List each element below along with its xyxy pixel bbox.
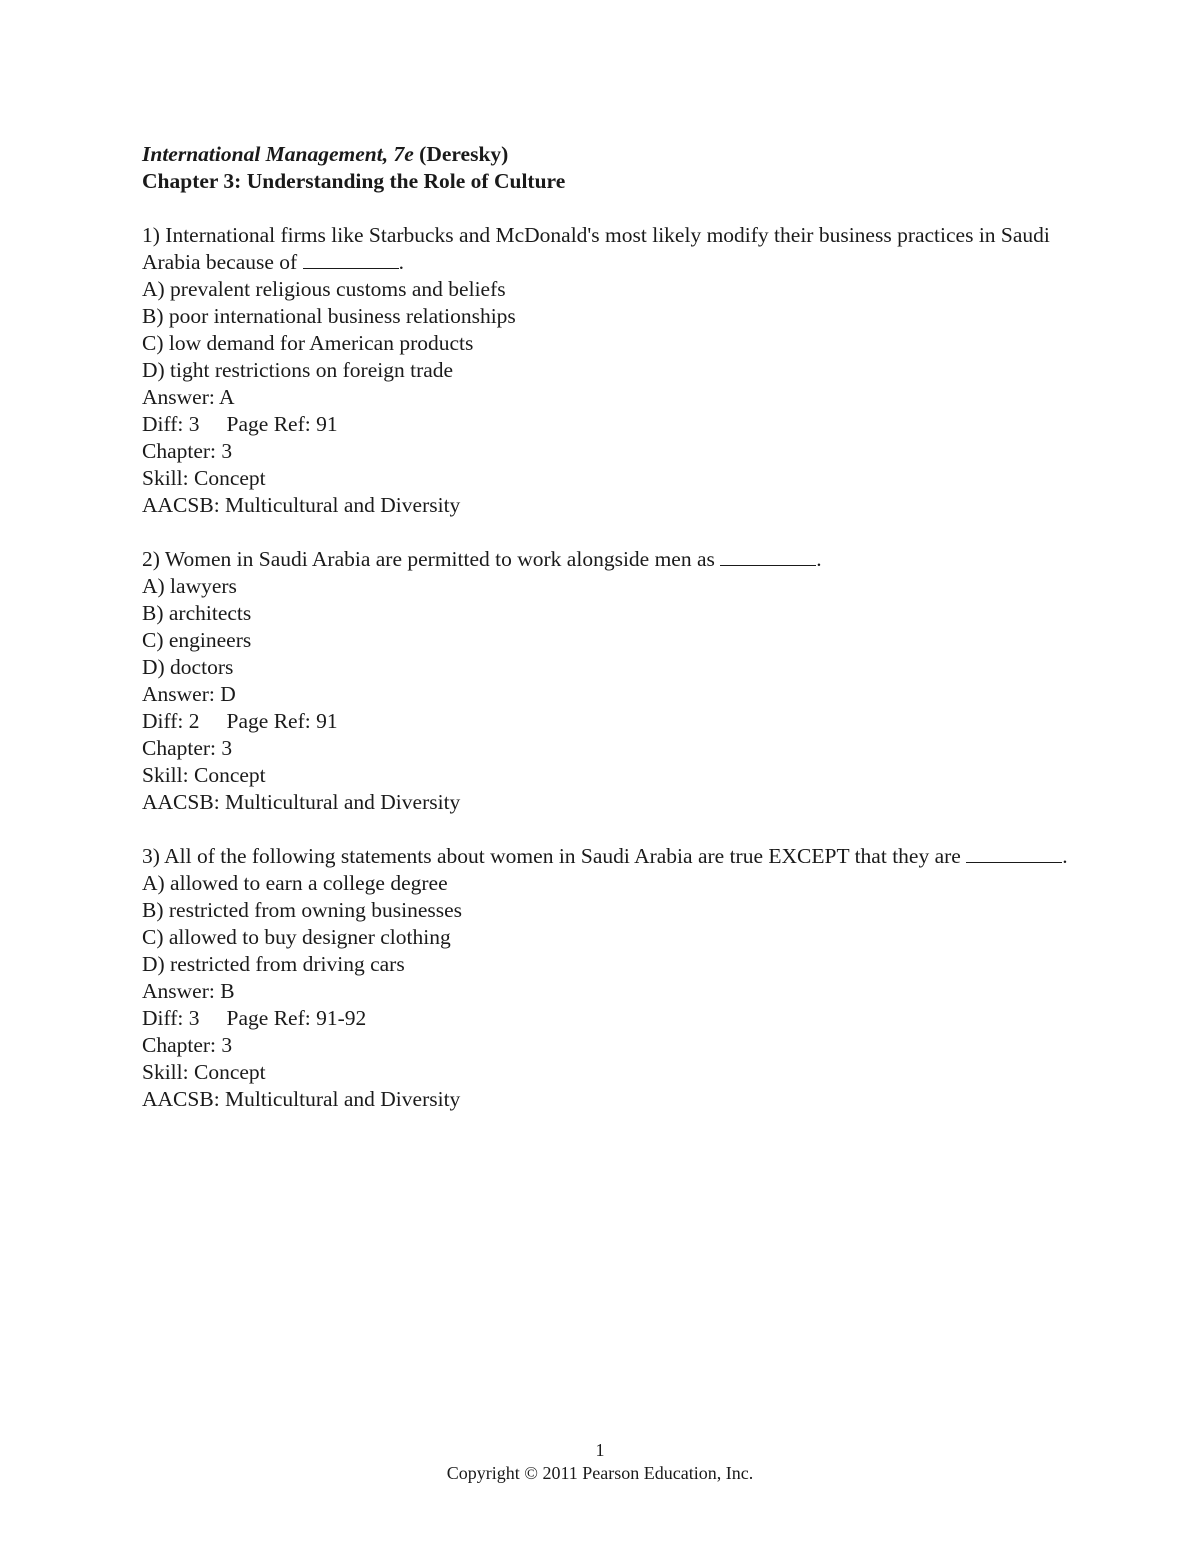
page-ref: Page Ref: 91 (226, 412, 338, 436)
chapter-line: Chapter: 3 (142, 439, 233, 463)
answer-line: Answer: D (142, 682, 236, 706)
question-stem (142, 222, 1102, 276)
question-block (142, 222, 1102, 519)
answer-blank (303, 249, 399, 269)
diff-line (142, 1005, 1102, 1032)
book-title: International Management, 7e (142, 142, 414, 166)
difficulty: Diff: 3 (142, 1006, 200, 1030)
option-b: B) restricted from owning businesses (142, 898, 463, 922)
question-stem (142, 843, 1102, 870)
option-b: B) poor international business relationships (142, 304, 516, 328)
question-number: 3) (142, 844, 160, 868)
answer-line: Answer: B (142, 979, 235, 1003)
diff-line (142, 411, 1102, 438)
chapter-line: Chapter: 3 (142, 736, 233, 760)
book-title-line (142, 141, 1102, 168)
skill-line: Skill: Concept (142, 466, 266, 490)
question-stem (142, 546, 1102, 573)
question-block (142, 546, 1102, 816)
option-c: C) low demand for American products (142, 331, 474, 355)
page-ref: Page Ref: 91 (226, 709, 338, 733)
option-c: C) engineers (142, 628, 252, 652)
question-text: Women in Saudi Arabia are permitted to work alongside men as (164, 547, 715, 571)
aacsb-line: AACSB: Multicultural and Diversity (142, 493, 461, 517)
difficulty: Diff: 3 (142, 412, 200, 436)
skill-line: Skill: Concept (142, 1060, 266, 1084)
answer-line: Answer: A (142, 385, 235, 409)
book-author: (Deresky) (413, 142, 509, 166)
question-text: All of the following statements about women in Saudi Arabia are true EXCEPT that they are (164, 844, 961, 868)
copyright-notice: Copyright © 2011 Pearson Education, Inc. (446, 1463, 754, 1483)
skill-line: Skill: Concept (142, 763, 266, 787)
question-number: 2) (142, 547, 160, 571)
aacsb-line: AACSB: Multicultural and Diversity (142, 1087, 461, 1111)
aacsb-line: AACSB: Multicultural and Diversity (142, 790, 461, 814)
option-d: D) tight restrictions on foreign trade (142, 358, 454, 382)
page-ref: Page Ref: 91-92 (226, 1006, 367, 1030)
question-text-end: . (1062, 844, 1068, 868)
option-b: B) architects (142, 601, 252, 625)
difficulty: Diff: 2 (142, 709, 200, 733)
answer-blank (966, 843, 1062, 863)
question-text-end: . (816, 547, 822, 571)
option-d: D) restricted from driving cars (142, 952, 405, 976)
answer-blank (720, 546, 816, 566)
question-text-end: . (398, 250, 404, 274)
diff-line (142, 708, 1102, 735)
option-a: A) allowed to earn a college degree (142, 871, 448, 895)
option-a: A) prevalent religious customs and beliefs (142, 277, 506, 301)
page-number: 1 (595, 1440, 605, 1460)
question-number: 1) (142, 223, 160, 247)
option-a: A) lawyers (142, 574, 237, 598)
question-text: International firms like Starbucks and McDonald's most likely modify their business practices in Saudi Arabia because of (142, 223, 1050, 274)
option-c: C) allowed to buy designer clothing (142, 925, 451, 949)
document-body (142, 141, 1102, 1113)
chapter-title: Chapter 3: Understanding the Role of Culture (142, 169, 566, 193)
option-d: D) doctors (142, 655, 234, 679)
question-block (142, 843, 1102, 1113)
chapter-line: Chapter: 3 (142, 1033, 233, 1057)
